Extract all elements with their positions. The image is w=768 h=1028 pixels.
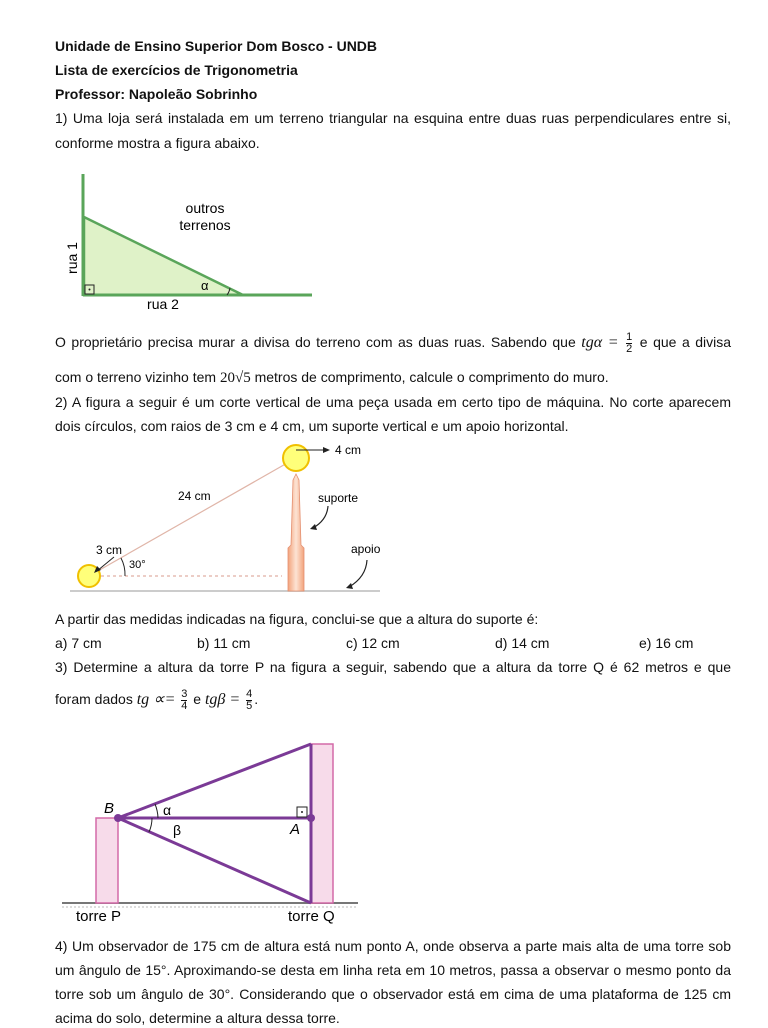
q3-tg-alpha: tg ∝= [136,691,176,708]
frac-numerator: 4 [246,687,253,700]
label-torre-P: torre P [76,908,122,925]
label-4cm: 4 cm [335,443,362,457]
q1-text-b: e que a divisa [639,334,732,350]
q3-line-2: foram dados tg ∝= $\frac{3}{4}$ e tgβ = $\frac{4}{5}$ . [55,687,259,712]
label-3cm: 3 cm [96,543,123,557]
q4-line-4: acima do solo, determine a altura dessa torre. [55,1010,340,1026]
q1-value: 20√5 [219,370,251,386]
q1-text-c: com o terreno vizinho tem [55,369,217,385]
q4-line-3: torre sob um ângulo de 30°. Considerando que o observador está em cima de uma plataforma de 125 cm [55,986,731,1002]
label-rua-1: rua 1 [64,242,80,274]
label-B: B [104,800,115,817]
q3-text-e: e [193,691,202,707]
label-apoio: apoio [351,542,381,556]
q3-tg-beta: tgβ = [204,691,241,708]
label-rua-2: rua 2 [147,296,179,312]
frac-numerator: 1 [626,330,633,343]
q1-line-3 [55,330,731,355]
q3-fraction-2 [246,689,252,712]
q1-tg-expression: tgα = [581,334,619,351]
q1-line-2: conforme mostra a figura abaixo. [55,135,260,151]
q1-text-d: metros de comprimento, calcule o comprimento do muro. [254,369,609,385]
label-beta: β [173,822,182,838]
label-24cm: 24 cm [178,489,211,503]
label-A: A [290,821,301,838]
q2-options [55,633,731,653]
q2-question: A partir das medidas indicadas na figura, conclui-se que a altura do suporte é: [55,611,539,627]
label-torre-Q: torre Q [288,908,335,925]
professor-name: Professor: Napoleão Sobrinho [55,86,258,102]
list-title: Lista de exercícios de Trigonometria [55,62,298,78]
q4-line-2: um ângulo de 15°. Aproximando-se desta em linha reta em 10 metros, passa a observar o mesmo ponto da [55,962,731,978]
q1-line-1: 1) Uma loja será instalada em um terreno triangular na esquina entre duas ruas perpendiculares entre si, [55,110,731,126]
label-alpha: α [201,278,209,293]
frac-numerator: 3 [181,687,188,700]
q3-line-1: 3) Determine a altura da torre P na figura a seguir, sabendo que a altura da torre Q é 62 metros e que [55,659,731,675]
q1-text-a: O proprietário precisa murar a divisa do terreno com as duas ruas. Sabendo que [55,334,576,350]
q4-line-1: 4) Um observador de 175 cm de altura está num ponto A, onde observa a parte mais alta de uma torre sob [55,938,731,954]
q1-line-4 [55,367,731,388]
option-a: a) 7 cm [55,635,102,651]
q1-figure-terrain [55,168,320,313]
q1-fraction [626,332,632,355]
frac-denominator: 5 [246,699,253,712]
institution-title: Unidade de Ensino Superior Dom Bosco - UNDB [55,38,378,54]
label-30deg: 30° [129,559,146,571]
q3-text-a: foram dados [55,691,133,707]
frac-denominator: 4 [181,699,188,712]
q2-line-1: 2) A figura a seguir é um corte vertical de uma peça usada em certo tipo de máquina. No corte aparecem [55,394,731,410]
label-outros: outros [185,200,225,216]
label-terrenos: terrenos [179,217,231,233]
q3-figure-towers [58,735,368,927]
frac-denominator: 2 [626,342,633,355]
option-e: e) 16 cm [639,635,694,651]
label-alpha: α [163,802,172,818]
q3-fraction-1 [181,689,187,712]
option-d: d) 14 cm [495,635,550,651]
label-suporte: suporte [318,491,359,505]
option-c: c) 12 cm [346,635,400,651]
q2-figure-machine [70,440,390,598]
q2-line-2: dois círculos, com raios de 3 cm e 4 cm, um suporte vertical e um apoio horizontal. [55,418,569,434]
option-b: b) 11 cm [197,635,251,651]
